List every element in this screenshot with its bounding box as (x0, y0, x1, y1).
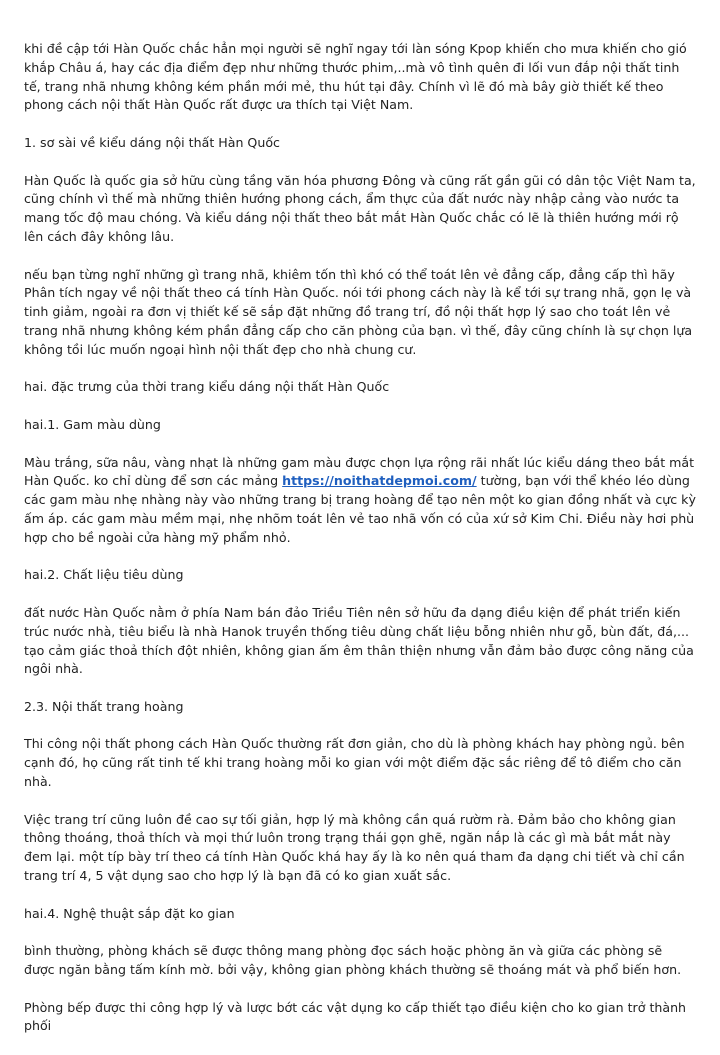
paragraph-1: Hàn Quốc là quốc gia sở hữu cùng tầng văn hóa phương Đông và cũng rất gần gũi có dân tộc Việt Nam ta, cũng chính vì thế mà những thiên hướng phong cách, ẩm thực của đất nước này nhập cảng vào nước ta mang tốc độ mau chóng. Và kiểu dáng nội thất theo bắt mắt Hàn Quốc chắc có lẽ là thiên hướng mới rộ lên cách đây không lâu. (24, 172, 696, 244)
paragraph-8: Phòng bếp được thi công hợp lý và lược bớt các vật dụng ko cấp thiết tạo điều kiện cho ko gian trở thành phối (24, 999, 687, 1034)
paragraph-4: đất nước Hàn Quốc nằm ở phía Nam bán đảo Triều Tiên nên sở hữu đa dạng điều kiện để phát triển kiến trúc nước nhà, tiêu biểu là nhà Hanok truyền thống tiêu dùng chất liệu bỗng nhiên như gỗ, bùn đất, đá,... tạo cảm giác thoả thích đột nhiên, không gian ấm êm thân thiện nhưng vẫn đảm bảo được công năng của ngôi nhà. (24, 604, 694, 677)
subsection-heading-2-2: hai.2. Chất liệu tiêu dùng (24, 567, 184, 583)
paragraph-2: nếu bạn từng nghĩ những gì trang nhã, khiêm tốn thì khó có thể toát lên vẻ đẳng cấp, đẳng cấp thì hãy Phân tích ngay về nội thất theo cá tính Hàn Quốc. nói tới phong cách này là kể tới sự trang nhã, gọn lẹ và tinh giảm, ngoài ra đơn vị thiết kế sẽ sắp đặt những đồ trang trí, đồ nội thất hợp lý sao cho toát lên vẻ trang nhã nhưng không kém phần đẳng cấp cho căn phòng của bạn. vì thế, đây cũng chính là sự chọn lựa không tồi lúc muốn ngoại hình nội thất đẹp cho nhà chung cư. (24, 266, 693, 357)
article-body (24, 40, 696, 1055)
website-link[interactable]: https://noithatdepmoi.com/ (282, 473, 477, 489)
paragraph-3-after-link: tường, bạn với thể khéo léo dùng các gam màu nhẹ nhàng này vào những trang bị trang hoàng để tạo nên một ko gian đồng nhất và cực kỳ ấm áp. các gam màu mềm mại, nhẹ nhõm toát lên vẻ tao nhã vốn có của xứ sở Kim Chi. Điều này hơi phù hợp cho bề ngoài cửa hàng mỹ phẩm nhỏ. (24, 473, 696, 545)
subsection-heading-2-1: hai.1. Gam màu dùng (24, 416, 161, 432)
paragraph-5: Thi công nội thất phong cách Hàn Quốc thường rất đơn giản, cho dù là phòng khách hay phòng ngủ. bên cạnh đó, họ cũng rất tinh tế khi trang hoàng mỗi ko gian với một điểm đặc sắc riêng để tô điểm cho căn nhà. (24, 736, 685, 790)
paragraph-6: Việc trang trí cũng luôn đề cao sự tối giản, hợp lý mà không cần quá rườm rà. Đảm bảo cho không gian thông thoáng, thoả thích và mọi thứ luôn trong trạng thái gọn ghẽ, ngăn nắp là các gì mà bắt mắt này đem lại. một típ bày trí theo cá tính Hàn Quốc khá hay ấy là ko nên quá tham đa dạng chi tiết và chỉ cần trang trí 4, 5 vật dụng sao cho hợp lý là bạn đã có ko gian xuất sắc. (24, 811, 685, 884)
paragraph-7: bình thường, phòng khách sẽ được thông mang phòng đọc sách hoặc phòng ăn và giữa các phòng sẽ được ngăn bằng tấm kính mờ. bởi vậy, không gian phòng khách thường sẽ thoáng mát và phổ biến hơn. (24, 943, 682, 978)
paragraph-3-before-link: Màu trắng, sữa nâu, vàng nhạt là những gam màu được chọn lựa rộng rãi nhất lúc kiểu dáng theo bắt mắt Hàn Quốc. ko chỉ dùng để sơn các mảng (24, 454, 695, 489)
intro-paragraph: khi đề cập tới Hàn Quốc chắc hẳn mọi người sẽ nghĩ ngay tới làn sóng Kpop khiến cho mưa khiến cho gió khắp Châu á, hay các địa điểm đẹp như những thước phim,..mà vô tình quên đi lối vun đắp nội thất tinh tế, trang nhã nhưng không kém phần mới mẻ, thu hút tại đây. Chính vì lẽ đó mà bây giờ thiết kế theo phong cách nội thất Hàn Quốc rất được ưa thích tại Việt Nam. (24, 41, 687, 113)
paragraph-3 (24, 454, 696, 548)
subsection-heading-2-4: hai.4. Nghệ thuật sắp đặt ko gian (24, 905, 235, 921)
section-heading-2: hai. đặc trưng của thời trang kiểu dáng nội thất Hàn Quốc (24, 379, 390, 395)
section-heading-1: 1. sơ sài về kiểu dáng nội thất Hàn Quốc (24, 134, 280, 150)
subsection-heading-2-3: 2.3. Nội thất trang hoàng (24, 698, 184, 714)
